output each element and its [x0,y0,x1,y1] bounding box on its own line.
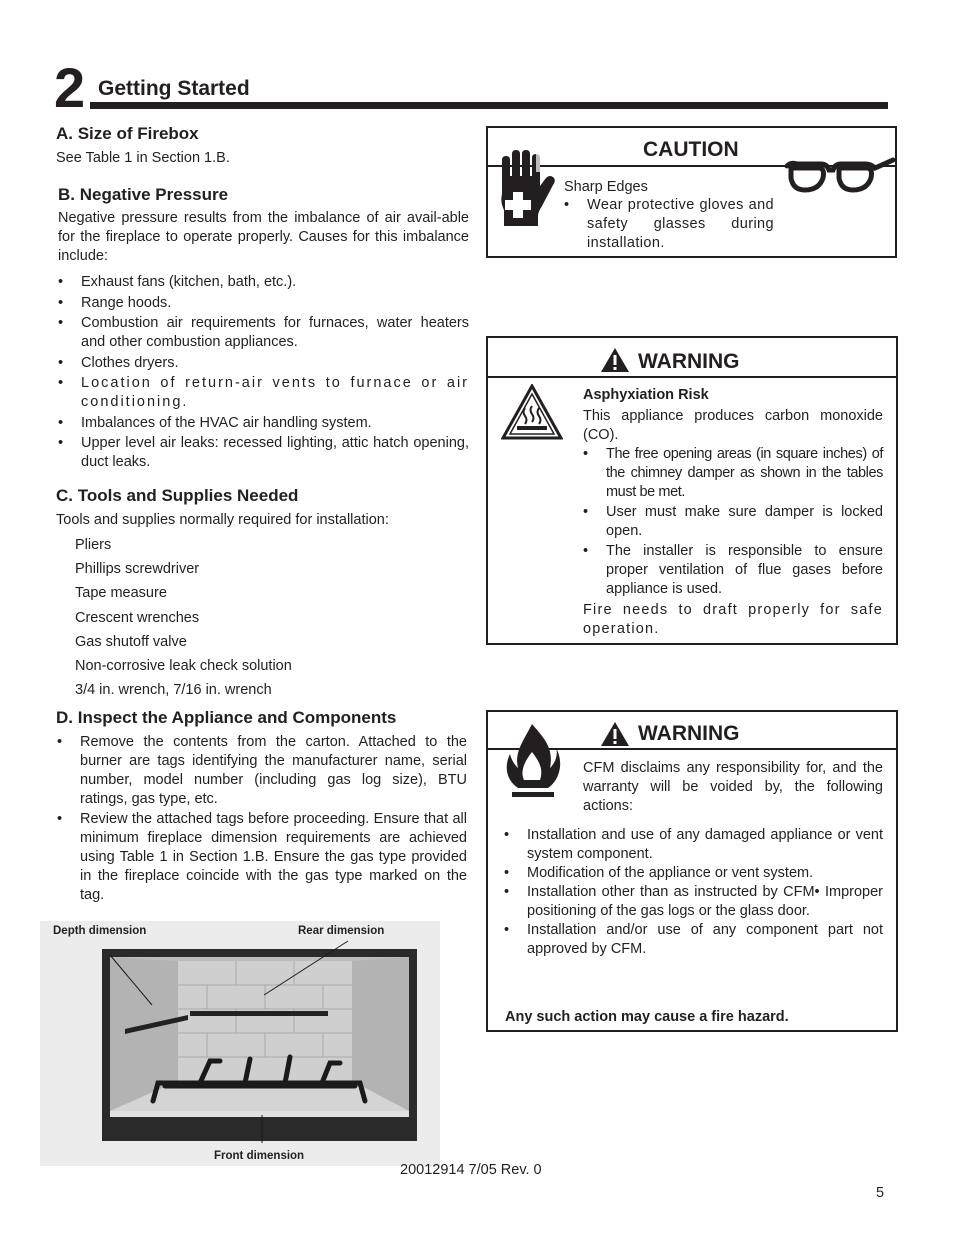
warning-1-divider [486,376,898,378]
list-item: • Wear protective gloves and safety glasses during installation. [562,196,774,253]
glove-first-aid-icon [496,150,558,233]
list-item: Phillips screwdriver [75,561,200,578]
list-item: • Installation and/or use of any component part not approved by CFM. [502,921,883,959]
list-item: Non-corrosive leak check solution [75,657,292,674]
section-b-list [56,273,469,472]
section-title: Getting Started [98,77,250,100]
list-item: • Location of return-air vents to furnace or air conditioning. [56,374,469,412]
page-number: 5 [876,1185,885,1201]
header-rule [90,102,888,109]
warning-box-asphyxiation [486,336,898,645]
section-c-heading: C. Tools and Supplies Needed [56,486,299,505]
list-item: Tape measure [75,585,167,602]
warning-1-intro: This appliance produces carbon monoxide (CO). [583,408,883,443]
section-a-text: See Table 1 in Section 1.B. [56,150,230,166]
warning-2-list [502,826,883,959]
list-item: • Review the attached tags before proceeding. Ensure that all minimum fireplace dimension requirements are achieved using Table 1 in Section 1.B. Ensure the gas type provided in the fireplace coincide with the gas type marked on the tag. [55,810,467,905]
depth-dimension-label: Depth dimension [53,925,147,937]
list-item: • Combustion air requirements for furnaces, water heaters and other combustion appliances. [56,314,469,352]
warning-1-list [581,445,883,599]
list-item: • Range hoods. [56,294,469,313]
flammable-flame-icon [504,722,562,807]
section-d-heading: D. Inspect the Appliance and Components [56,708,397,727]
tools-list [75,535,292,704]
section-number: 2 [54,56,84,119]
section-a-heading: A. Size of Firebox [56,124,199,143]
warning-1-heading: Asphyxiation Risk [583,387,709,403]
list-item: • Installation and use of any damaged appliance or vent system component. [502,826,883,864]
fireplace-photo [40,921,440,1166]
list-item: Crescent wrenches [75,609,200,626]
front-dimension-label: Front dimension [214,1150,305,1162]
list-item: • Modification of the appliance or vent system. [502,864,883,883]
list-item: • Installation other than as instructed by CFM• Improper positioning of the gas logs or the glass door. [502,883,883,921]
section-d-list [55,733,467,905]
warning-1-title: WARNING [638,350,740,373]
warning-2-title: WARNING [638,722,740,745]
list-item: • Imbalances of the HVAC air handling system. [56,414,469,433]
warning-triangle-icon [600,347,630,378]
caution-subtitle: Sharp Edges [564,179,648,195]
section-b-heading: B. Negative Pressure [58,185,229,204]
list-item: Gas shutoff valve [75,633,187,650]
list-item: • Upper level air leaks: recessed lighting, attic hatch opening, duct leaks. [56,434,469,472]
caution-title: CAUTION [643,138,739,161]
list-item: • User must make sure damper is locked open. [581,503,883,541]
list-item: • The free opening areas (in square inches) of the chimney damper as shown in the tables must be met. [581,445,883,502]
list-item: Pliers [75,537,112,553]
rear-dimension-label: Rear dimension [298,925,385,937]
list-item: • The installer is responsible to ensure proper ventilation of flue gases before appliance is used. [581,542,883,599]
section-b-intro: Negative pressure results from the imbalance of air avail-able for the fireplace to operate properly. Causes for this imbalance include: [58,210,469,264]
warning-1-closing: Fire needs to draft properly for safe operation. [583,602,883,637]
warning-2-closing: Any such action may cause a fire hazard. [505,1009,789,1025]
hot-surface-icon [501,384,563,445]
doc-number: 20012914 7/05 Rev. 0 [400,1162,542,1178]
caution-list [562,196,774,253]
list-item: • Clothes dryers. [56,354,469,373]
safety-glasses-icon [783,154,895,199]
section-c-intro: Tools and supplies normally required for installation: [56,512,389,528]
warning-box-liability [486,710,898,1032]
warning-2-intro: CFM disclaims any responsibility for, and the warranty will be voided by, the following actions: [583,760,883,814]
list-item: • Remove the contents from the carton. Attached to the burner are tags identifying the manufacturer name, serial number, model number (including gas log size), BTU ratings, gas type, etc. [55,733,467,809]
fireplace-figure [40,921,440,1166]
list-item: 3/4 in. wrench, 7/16 in. wrench [75,682,272,699]
list-item: • Exhaust fans (kitchen, bath, etc.). [56,273,469,292]
caution-box [486,126,897,258]
